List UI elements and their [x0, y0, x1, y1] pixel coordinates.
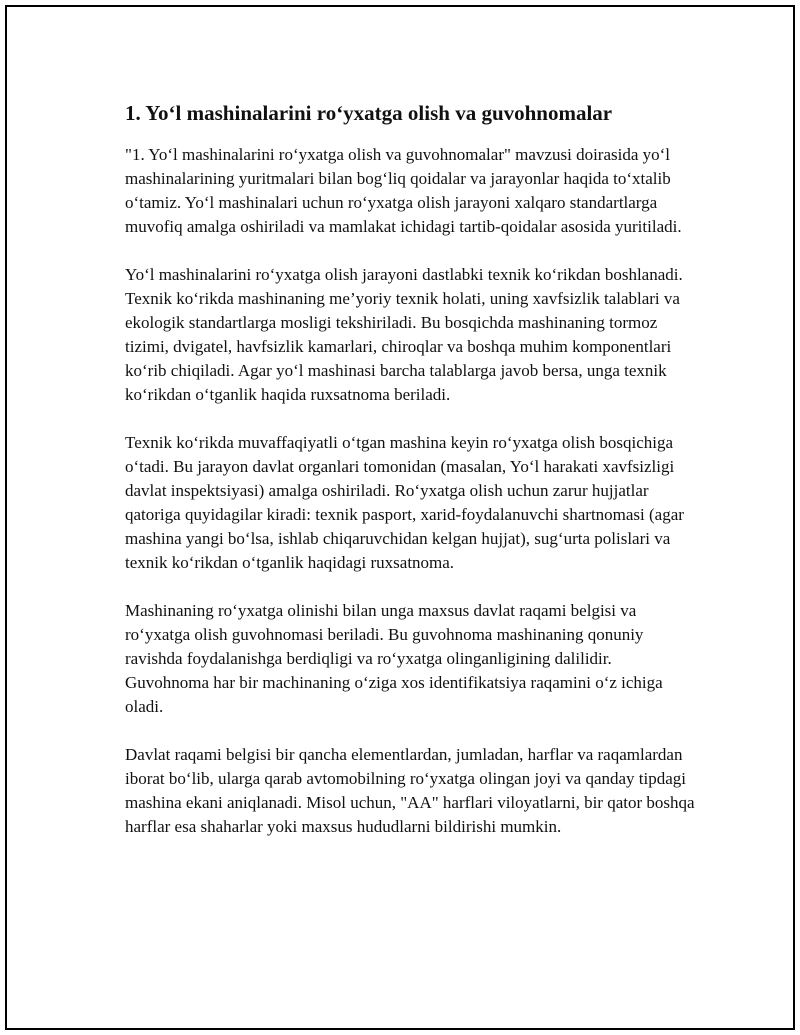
- paragraph-certificate: Mashinaning ro‘yxatga olinishi bilan unga maxsus davlat raqami belgisi va ro‘yxatga olish guvohnomasi beriladi. Bu guvohnoma mashinaning qonuniy ravishda foydalanishga berdiqligi va ro‘yxatga olinganligining dalilidir. Guvohnoma har bir machinaning o‘ziga xos identifikatsiya raqamini o‘z ichiga oladi.: [125, 601, 663, 716]
- page-frame: [5, 5, 795, 1030]
- paragraph-technical-inspection: Yo‘l mashinalarini ro‘yxatga olish jarayoni dastlabki texnik ko‘rikdan boshlanadi. Texnik ko‘rikda mashinaning me’yoriy texnik holati, uning xavfsizlik talablari va ekologik standartlarga mosligi tekshiriladi. Bu bosqichda mashinaning tormoz tizimi, dvigatel, havfsizlik kamarlari, chiroqlar va boshqa muhim komponentlari ko‘rib chiqiladi. Agar yo‘l mashinasi barcha talablarga javob bersa, unga texnik ko‘rikdan o‘tganlik haqida ruxsatnoma beriladi.: [125, 265, 683, 404]
- document-title: 1. Yo‘l mashinalarini ro‘yxatga olish va guvohnomalar: [125, 101, 613, 125]
- paragraph-intro: "1. Yo‘l mashinalarini ro‘yxatga olish va guvohnomalar" mavzusi doirasida yo‘l mashinalarining yuritmalari bilan bog‘liq qoidalar va jarayonlar haqida to‘xtalib o‘tamiz. Yo‘l mashinalari uchun ro‘yxatga olish jarayoni xalqaro standartlarga muvofiq amalga oshiriladi va mamlakat ichidagi tartib-qoidalar asosida yuritiladi.: [125, 145, 682, 236]
- paragraph-registration-stage: Texnik ko‘rikda muvaffaqiyatli o‘tgan mashina keyin ro‘yxatga olish bosqichiga o‘tadi. Bu jarayon davlat organlari tomonidan (masalan, Yo‘l harakati xavfsizligi davlat inspektsiyasi) amalga oshiriladi. Ro‘yxatga olish uchun zarur hujjatlar qatoriga quyidagilar kiradi: texnik pasport, xarid-foydalanuvchi shartnomasi (agar mashina yangi bo‘lsa, ishlab chiqaruvchidan kelgan hujjat), sug‘urta polislari va texnik ko‘rikdan o‘tganlik haqidagi ruxsatnoma.: [125, 433, 684, 572]
- document-body: [125, 99, 697, 863]
- paragraph-license-plate: Davlat raqami belgisi bir qancha elementlardan, jumladan, harflar va raqamlardan iborat bo‘lib, ularga qarab avtomobilning ro‘yxatga olingan joyi va qanday tipdagi mashina ekani aniqlanadi. Misol uchun, "AA" harflari viloyatlarni, bir qator boshqa harflar esa shaharlar yoki maxsus hududlarni bildirishi mumkin.: [125, 745, 695, 836]
